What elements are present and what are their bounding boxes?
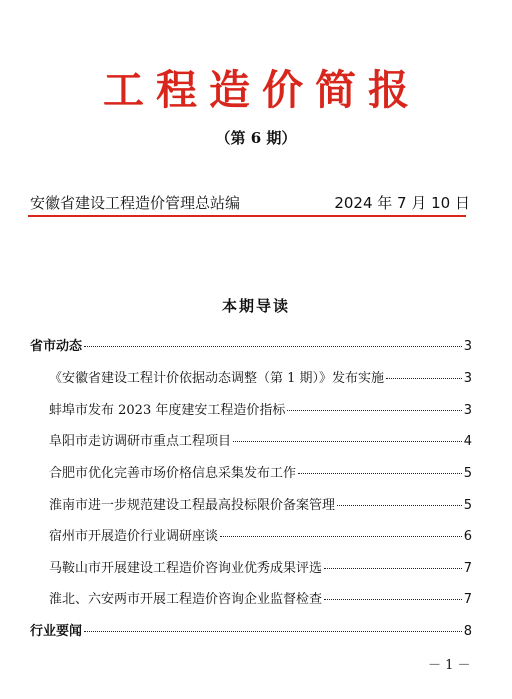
toc-page: 3	[463, 339, 472, 354]
publication-date: 2024 年 7 月 10 日	[334, 194, 470, 212]
red-divider	[28, 215, 466, 217]
toc-page: 3	[463, 403, 472, 418]
masthead-title: 工程造价简报	[103, 66, 421, 114]
dot-leader	[324, 599, 462, 600]
toc-entry[interactable]	[49, 497, 472, 515]
toc-entry[interactable]	[49, 591, 472, 609]
toc-label: 马鞍山市开展建设工程造价咨询业优秀成果评选	[49, 561, 323, 576]
dot-leader	[386, 378, 462, 379]
toc-label: 省市动态	[30, 339, 83, 354]
toc-label: 阜阳市走访调研市重点工程项目	[49, 434, 232, 449]
toc-entry[interactable]	[49, 370, 472, 388]
toc-entry[interactable]	[49, 465, 472, 483]
toc-entry[interactable]	[49, 433, 472, 451]
dot-leader	[233, 441, 462, 442]
toc-page: 7	[463, 561, 472, 576]
dot-leader	[287, 410, 461, 411]
toc-page: 5	[463, 466, 472, 481]
toc-label: 蚌埠市发布 2023 年度建安工程造价指标	[49, 403, 286, 418]
toc-page: 3	[463, 371, 472, 386]
toc-page: 8	[463, 624, 472, 639]
toc-entry[interactable]	[49, 402, 472, 420]
toc-page: 4	[463, 434, 472, 449]
dot-leader	[324, 568, 462, 569]
toc-label: 淮北、六安两市开展工程造价咨询企业监督检查	[49, 592, 323, 607]
toc-entry[interactable]	[49, 560, 472, 578]
dot-leader	[84, 631, 462, 632]
toc-label: 宿州市开展造价行业调研座谈	[49, 529, 219, 544]
toc-page: 6	[463, 529, 472, 544]
dot-leader	[84, 346, 462, 347]
issue-number: （第 6 期）	[215, 129, 297, 147]
toc-page: 5	[463, 498, 472, 513]
toc-label: 行业要闻	[30, 624, 83, 639]
publisher: 安徽省建设工程造价管理总站编	[30, 194, 241, 212]
page-number: － 1 －	[428, 658, 471, 673]
toc-label: 淮南市进一步规范建设工程最高投标限价备案管理	[49, 498, 336, 513]
toc-section-industry-news[interactable]	[30, 623, 472, 641]
toc-section-provincial-news[interactable]	[30, 338, 472, 356]
dot-leader	[298, 473, 462, 474]
dot-leader	[220, 536, 462, 537]
toc-page: 7	[463, 592, 472, 607]
toc-title: 本期导读	[221, 297, 290, 315]
dot-leader	[337, 505, 462, 506]
toc-label: 《安徽省建设工程计价依据动态调整（第 1 期）》发布实施	[49, 371, 385, 386]
toc-label: 合肥市优化完善市场价格信息采集发布工作	[49, 466, 297, 481]
toc-entry[interactable]	[49, 528, 472, 546]
